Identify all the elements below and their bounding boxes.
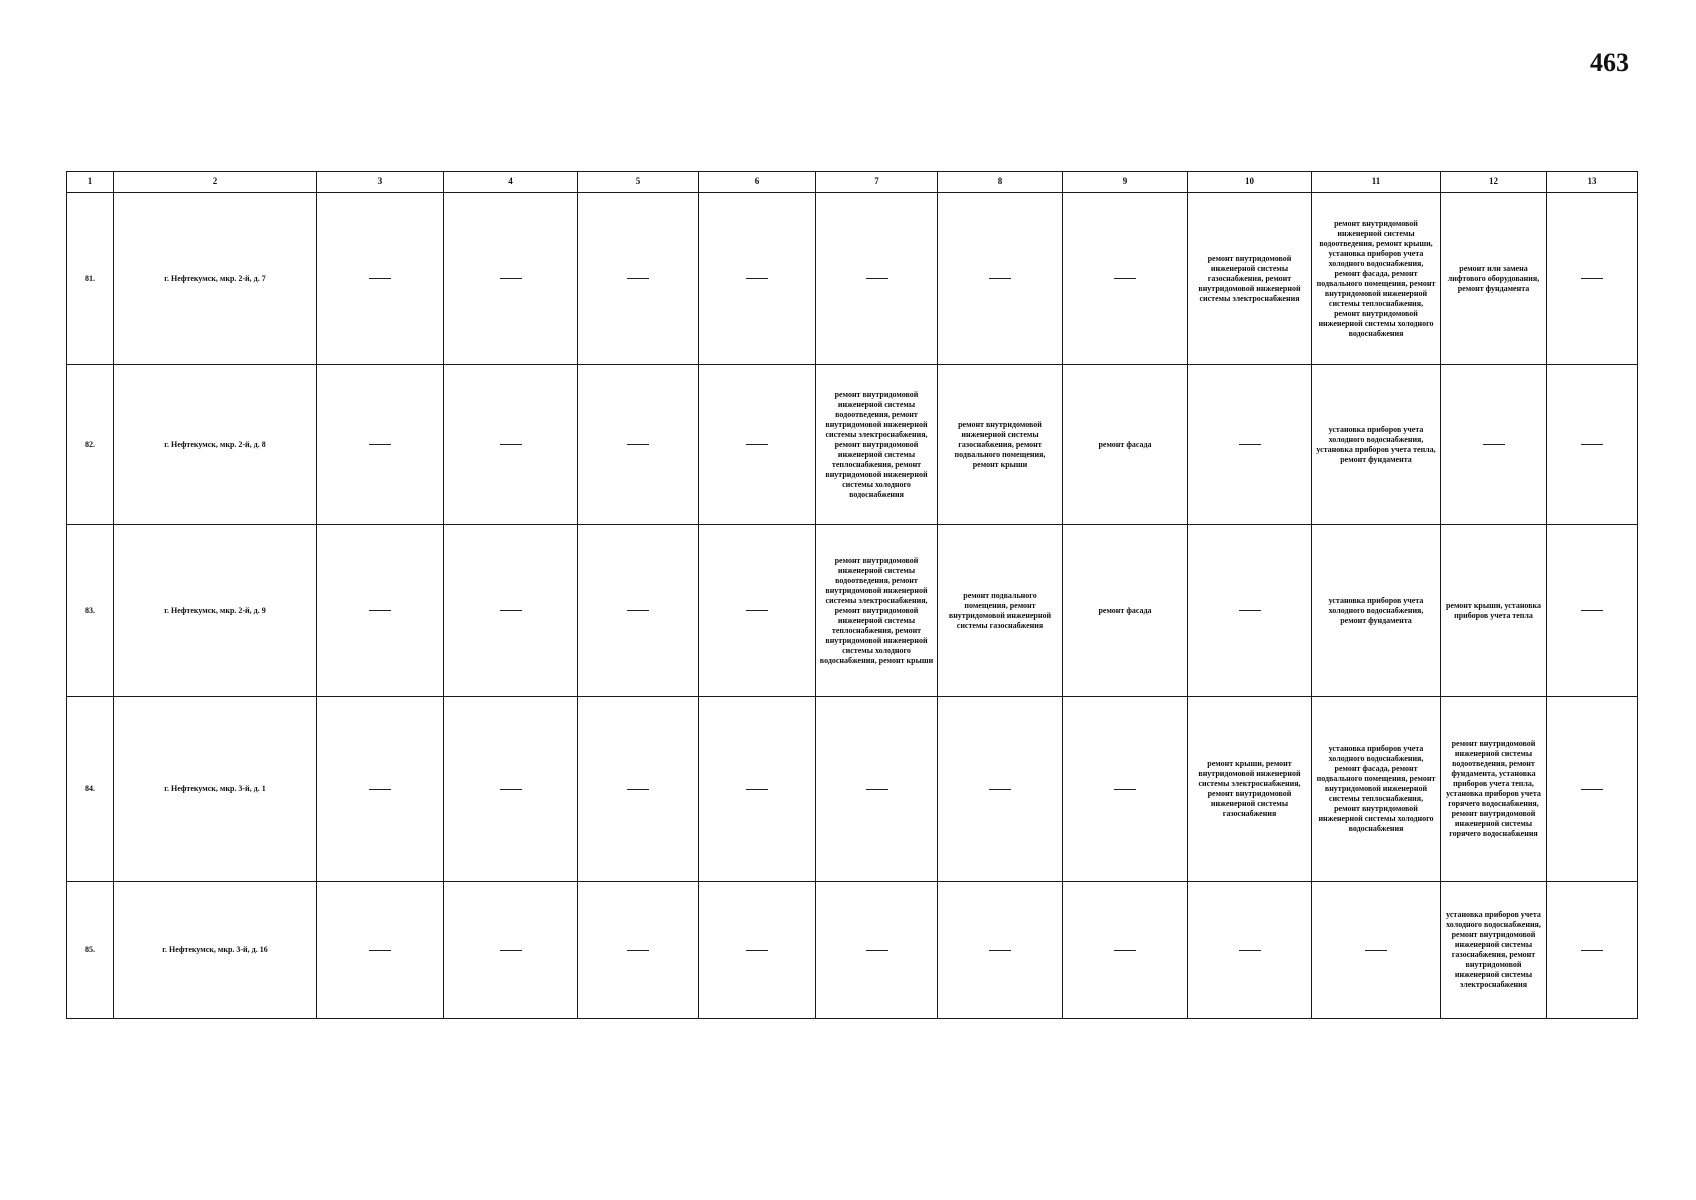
dash-mark xyxy=(369,610,391,611)
table-cell xyxy=(699,697,816,882)
table-cell xyxy=(578,525,699,697)
dash-mark xyxy=(500,278,522,279)
dash-mark xyxy=(627,610,649,611)
table-cell xyxy=(816,365,938,525)
table-cell xyxy=(317,525,444,697)
table-cell xyxy=(938,525,1063,697)
dash-mark xyxy=(1581,444,1603,445)
dash-mark xyxy=(746,950,768,951)
table-cell xyxy=(1441,193,1547,365)
table-cell xyxy=(578,193,699,365)
table-cell xyxy=(1312,193,1441,365)
dash-mark xyxy=(1581,278,1603,279)
table-cell xyxy=(578,697,699,882)
table-cell xyxy=(444,193,578,365)
table-cell xyxy=(816,882,938,1019)
dash-mark xyxy=(627,444,649,445)
work-description: ремонт внутридомовой инженерной системы водоотведения, ремонт внутридомовой инженерной системы электроснабжения, ремонт внутридомовой инженерной системы теплоснабжения, ремонт внутридомовой инженерной системы холодного водоснабжения xyxy=(825,389,928,499)
table-cell xyxy=(1312,697,1441,882)
table-cell xyxy=(699,525,816,697)
table-cell xyxy=(317,882,444,1019)
column-header: 4 xyxy=(444,172,578,193)
dash-mark xyxy=(1114,950,1136,951)
dash-mark xyxy=(1114,789,1136,790)
column-header: 2 xyxy=(114,172,317,193)
table-cell xyxy=(1063,697,1188,882)
column-header: 9 xyxy=(1063,172,1188,193)
dash-mark xyxy=(500,610,522,611)
column-header: 11 xyxy=(1312,172,1441,193)
table-cell xyxy=(578,365,699,525)
table-cell xyxy=(1547,525,1638,697)
column-header: 6 xyxy=(699,172,816,193)
work-description: установка приборов учета холодного водоснабжения, ремонт фундамента xyxy=(1328,595,1424,625)
column-header: 12 xyxy=(1441,172,1547,193)
table-cell xyxy=(816,193,938,365)
dash-mark xyxy=(866,278,888,279)
dash-mark xyxy=(627,278,649,279)
work-description: ремонт внутридомовой инженерной системы газоснабжения, ремонт подвального помещения, ремонт крыши xyxy=(954,419,1046,469)
table-cell xyxy=(699,193,816,365)
row-number: 84. xyxy=(67,697,114,882)
table-cell xyxy=(816,697,938,882)
dash-mark xyxy=(1239,610,1261,611)
column-header: 5 xyxy=(578,172,699,193)
table-cell xyxy=(1188,882,1312,1019)
table-cell xyxy=(938,365,1063,525)
table-row xyxy=(67,525,1638,697)
work-description: установка приборов учета холодного водоснабжения, ремонт внутридомовой инженерной системы газоснабжения, ремонт внутридомовой инженерной системы электроснабжения xyxy=(1446,910,1541,989)
table-cell xyxy=(1312,882,1441,1019)
dash-mark xyxy=(627,789,649,790)
table-cell xyxy=(578,882,699,1019)
dash-mark xyxy=(989,278,1011,279)
dash-mark xyxy=(746,610,768,611)
table-cell xyxy=(938,697,1063,882)
work-description: ремонт внутридомовой инженерной системы водоотведения, ремонт внутридомовой инженерной системы электроснабжения, ремонт внутридомовой инженерной системы теплоснабжения, ремонт внутридомовой инженерной системы холодного водоснабжения, ремонт крыши xyxy=(819,555,934,665)
work-description: ремонт подвального помещения, ремонт внутридомовой инженерной системы газоснабжения xyxy=(948,590,1052,630)
table-cell xyxy=(1547,697,1638,882)
row-address: г. Нефтекумск, мкр. 3-й, д. 1 xyxy=(114,697,317,882)
row-number: 85. xyxy=(67,882,114,1019)
table-cell xyxy=(317,365,444,525)
dash-mark xyxy=(1581,789,1603,790)
table-cell xyxy=(1441,882,1547,1019)
dash-mark xyxy=(1581,950,1603,951)
table-cell xyxy=(1547,193,1638,365)
row-number: 83. xyxy=(67,525,114,697)
dash-mark xyxy=(866,789,888,790)
dash-mark xyxy=(1483,444,1505,445)
dash-mark xyxy=(1239,950,1261,951)
table-cell xyxy=(444,882,578,1019)
table-cell xyxy=(444,697,578,882)
dash-mark xyxy=(746,278,768,279)
work-description: ремонт внутридомовой инженерной системы водоотведения, ремонт крыши, установка приборов учета холодного водоснабжения, ремонт фасада, ремонт подвального помещения, ремонт внутридомовой инженерной системы теплоснабжения, ремонт внутридомовой инженерной системы холодного водоснабжения xyxy=(1316,218,1436,338)
table-cell xyxy=(1547,365,1638,525)
table-cell xyxy=(444,365,578,525)
table-cell xyxy=(317,193,444,365)
page-number: 463 xyxy=(1590,48,1629,77)
dash-mark xyxy=(1239,444,1261,445)
dash-mark xyxy=(866,950,888,951)
dash-mark xyxy=(1365,950,1387,951)
table-cell xyxy=(1312,365,1441,525)
work-description: ремонт внутридомовой инженерной системы водоотведения, ремонт фундамента, установка приборов учета тепла, установка приборов учета горячего водоснабжения, ремонт внутридомовой инженерной системы горячего водоснабжения xyxy=(1446,739,1541,838)
column-header: 13 xyxy=(1547,172,1638,193)
repair-schedule-table xyxy=(66,171,1638,1019)
table-cell xyxy=(1547,882,1638,1019)
work-description: ремонт внутридомовой инженерной системы газоснабжения, ремонт внутридомовой инженерной системы электроснабжения xyxy=(1198,253,1301,303)
row-address: г. Нефтекумск, мкр. 2-й, д. 9 xyxy=(114,525,317,697)
column-header: 10 xyxy=(1188,172,1312,193)
column-number-row xyxy=(67,172,1638,193)
table-cell xyxy=(1188,525,1312,697)
dash-mark xyxy=(1581,610,1603,611)
row-address: г. Нефтекумск, мкр. 2-й, д. 7 xyxy=(114,193,317,365)
table-cell xyxy=(938,882,1063,1019)
dash-mark xyxy=(989,789,1011,790)
dash-mark xyxy=(500,444,522,445)
table-cell xyxy=(1063,193,1188,365)
row-number: 81. xyxy=(67,193,114,365)
work-description: установка приборов учета холодного водоснабжения, ремонт фасада, ремонт подвального помещения, ремонт внутридомовой инженерной системы теплоснабжения, ремонт внутридомовой инженерной системы холодного водоснабжения xyxy=(1316,744,1436,833)
dash-mark xyxy=(500,950,522,951)
table-cell xyxy=(699,882,816,1019)
dash-mark xyxy=(746,444,768,445)
table-cell xyxy=(444,525,578,697)
dash-mark xyxy=(989,950,1011,951)
column-header: 7 xyxy=(816,172,938,193)
dash-mark xyxy=(627,950,649,951)
table-cell xyxy=(1441,365,1547,525)
dash-mark xyxy=(746,789,768,790)
dash-mark xyxy=(369,444,391,445)
table-cell xyxy=(1063,882,1188,1019)
dash-mark xyxy=(1114,278,1136,279)
dash-mark xyxy=(369,789,391,790)
column-header: 3 xyxy=(317,172,444,193)
work-description: ремонт фасада xyxy=(1098,605,1152,615)
work-description: установка приборов учета холодного водоснабжения, установка приборов учета тепла, ремонт фундамента xyxy=(1316,424,1436,464)
row-number: 82. xyxy=(67,365,114,525)
column-header: 8 xyxy=(938,172,1063,193)
dash-mark xyxy=(500,789,522,790)
table-row xyxy=(67,193,1638,365)
table-cell xyxy=(1188,365,1312,525)
table-row xyxy=(67,697,1638,882)
table-row xyxy=(67,365,1638,525)
column-header: 1 xyxy=(67,172,114,193)
table-cell xyxy=(317,697,444,882)
table-cell xyxy=(816,525,938,697)
table-cell xyxy=(1063,525,1188,697)
row-address: г. Нефтекумск, мкр. 3-й, д. 16 xyxy=(114,882,317,1019)
table-cell xyxy=(1188,193,1312,365)
table-cell xyxy=(1441,525,1547,697)
table-cell xyxy=(699,365,816,525)
table-cell xyxy=(1312,525,1441,697)
work-description: ремонт крыши, ремонт внутридомовой инженерной системы электроснабжения, ремонт внутридомовой инженерной системы газоснабжения xyxy=(1198,759,1301,818)
work-description: ремонт фасада xyxy=(1098,439,1152,449)
table-cell xyxy=(1188,697,1312,882)
table-cell xyxy=(1441,697,1547,882)
work-description: ремонт или замена лифтового оборудования, ремонт фундамента xyxy=(1447,263,1540,293)
table-cell xyxy=(1063,365,1188,525)
dash-mark xyxy=(369,950,391,951)
table-row xyxy=(67,882,1638,1019)
row-address: г. Нефтекумск, мкр. 2-й, д. 8 xyxy=(114,365,317,525)
dash-mark xyxy=(369,278,391,279)
work-description: ремонт крыши, установка приборов учета тепла xyxy=(1445,600,1542,620)
table-cell xyxy=(938,193,1063,365)
